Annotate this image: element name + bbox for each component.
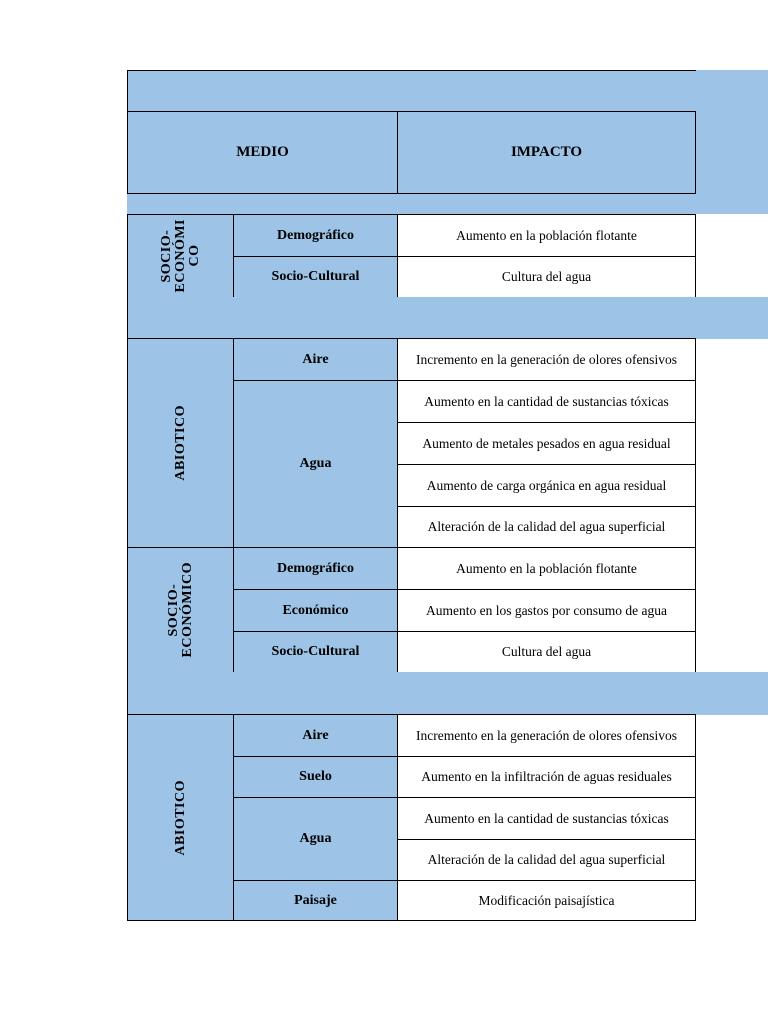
group-abiotico-3-label: ABIOTICO: [172, 779, 188, 856]
section-band-3: [127, 672, 768, 715]
sub-aire-2: Aire: [233, 338, 398, 381]
group-abiotico-2: [127, 338, 234, 548]
sub-paisaje-3: Paisaje: [233, 880, 398, 921]
sub-suelo-3: Suelo: [233, 756, 398, 798]
group-socio-economico-1: [127, 214, 234, 298]
impact-cultura-agua-2: Cultura del agua: [397, 631, 696, 673]
impact-olores-3: Incremento en la generación de olores ofensivos: [397, 714, 696, 757]
sub-agua-3: Agua: [233, 797, 398, 881]
sub-agua-2: Agua: [233, 380, 398, 548]
section-band-2: [127, 297, 768, 339]
impact-calidad-agua-3: Alteración de la calidad del agua superficial: [397, 839, 696, 881]
group-abiotico-2-label: ABIOTICO: [172, 405, 188, 481]
header-medio: MEDIO: [127, 111, 398, 194]
sub-socio-cultural-1: Socio-Cultural: [233, 256, 398, 298]
impact-poblacion-flotante-2: Aumento en la población flotante: [397, 547, 696, 590]
group-socio-economico-2: [127, 547, 234, 673]
impact-infiltracion-3: Aumento en la infiltración de aguas residuales: [397, 756, 696, 798]
header-impacto: IMPACTO: [397, 111, 696, 194]
impact-sustancias-toxicas-2: Aumento en la cantidad de sustancias tóxicas: [397, 380, 696, 423]
impact-carga-organica-2: Aumento de carga orgánica en agua residual: [397, 464, 696, 507]
sub-demografico-2: Demográfico: [233, 547, 398, 590]
sub-economico-2: Económico: [233, 589, 398, 632]
impact-paisajistica-3: Modificación paisajística: [397, 880, 696, 921]
impact-gastos-consumo-2: Aumento en los gastos por consumo de agua: [397, 589, 696, 632]
impact-calidad-agua-2: Alteración de la calidad del agua superficial: [397, 506, 696, 548]
sub-demografico-1: Demográfico: [233, 214, 398, 257]
impact-cultura-agua-1: Cultura del agua: [397, 256, 696, 298]
impact-metales-pesados-2: Aumento de metales pesados en agua residual: [397, 422, 696, 465]
group-socio-economico-1-label: SOCIO- ECONÓMI CO: [158, 219, 202, 293]
impact-olores-2: Incremento en la generación de olores ofensivos: [397, 338, 696, 381]
impact-sustancias-toxicas-3: Aumento en la cantidad de sustancias tóxicas: [397, 797, 696, 840]
group-abiotico-3: [127, 714, 234, 921]
top-title-row: [127, 70, 696, 112]
group-socio-economico-2-label: SOCIO- ECONÓMICO: [165, 562, 195, 658]
sub-socio-cultural-2: Socio-Cultural: [233, 631, 398, 673]
impact-poblacion-flotante-1: Aumento en la población flotante: [397, 214, 696, 257]
sub-aire-3: Aire: [233, 714, 398, 757]
